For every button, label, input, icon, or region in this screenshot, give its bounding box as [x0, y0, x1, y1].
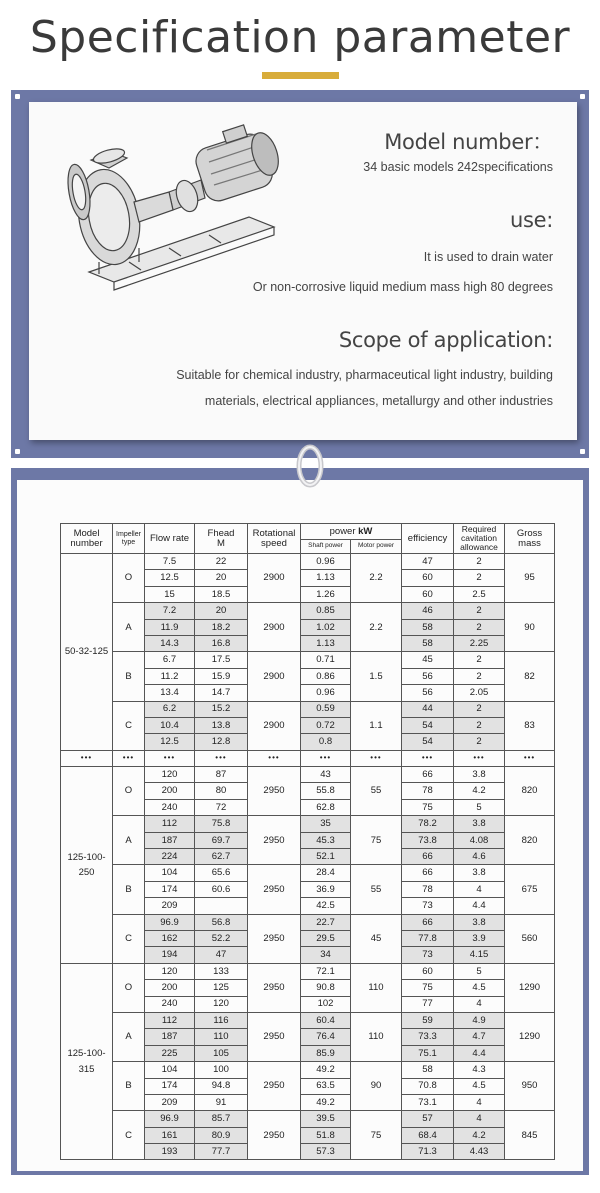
ellipsis-cell: ••• [61, 750, 113, 766]
impeller-cell: O [113, 767, 145, 816]
header-impeller: Impeller type [113, 524, 145, 554]
npsh-cell: 4.4 [454, 898, 505, 914]
flow-cell: 96.9 [145, 1111, 195, 1127]
flow-cell: 187 [145, 1029, 195, 1045]
motor-power-cell: 90 [351, 1062, 402, 1111]
corner-dot [580, 94, 585, 99]
efficiency-cell: 71.3 [402, 1144, 454, 1160]
shaft-power-cell: 28.4 [301, 865, 351, 881]
efficiency-cell: 47 [402, 554, 454, 570]
mass-cell: 83 [505, 701, 555, 750]
flow-cell: 104 [145, 1062, 195, 1078]
header-power-label: power [329, 525, 356, 537]
shaft-power-cell: 29.5 [301, 930, 351, 946]
mass-cell: 95 [505, 554, 555, 603]
motor-power-cell: 2.2 [351, 554, 402, 603]
npsh-cell: 4 [454, 996, 505, 1012]
flow-cell: 161 [145, 1127, 195, 1143]
head-cell: 77.7 [195, 1144, 248, 1160]
speed-cell: 2950 [248, 1062, 301, 1111]
efficiency-cell: 73.3 [402, 1029, 454, 1045]
npsh-cell: 4.7 [454, 1029, 505, 1045]
header-power [301, 524, 402, 540]
shaft-power-cell: 0.86 [301, 668, 351, 684]
flow-cell: 200 [145, 783, 195, 799]
motor-power-cell: 1.5 [351, 652, 402, 701]
head-cell: 13.8 [195, 717, 248, 733]
head-cell: 80.9 [195, 1127, 248, 1143]
header-model: Model number [61, 524, 113, 554]
shaft-power-cell: 62.8 [301, 799, 351, 815]
motor-power-cell: 55 [351, 767, 402, 816]
npsh-cell: 4.15 [454, 947, 505, 963]
efficiency-cell: 68.4 [402, 1127, 454, 1143]
ellipsis-cell: ••• [351, 750, 402, 766]
efficiency-cell: 73 [402, 947, 454, 963]
impeller-cell: C [113, 914, 145, 963]
npsh-cell: 4.5 [454, 980, 505, 996]
npsh-cell: 4.08 [454, 832, 505, 848]
npsh-cell: 2 [454, 619, 505, 635]
flow-cell: 13.4 [145, 685, 195, 701]
npsh-cell: 2 [454, 717, 505, 733]
flow-cell: 209 [145, 1094, 195, 1110]
efficiency-cell: 44 [402, 701, 454, 717]
npsh-cell: 5 [454, 963, 505, 979]
corner-dot [15, 449, 20, 454]
shaft-power-cell: 49.2 [301, 1062, 351, 1078]
model-heading: Model number： [384, 130, 553, 154]
impeller-cell: A [113, 1012, 145, 1061]
efficiency-cell: 54 [402, 717, 454, 733]
shaft-power-cell: 36.9 [301, 881, 351, 897]
flow-cell: 112 [145, 816, 195, 832]
head-cell: 69.7 [195, 832, 248, 848]
shaft-power-cell: 39.5 [301, 1111, 351, 1127]
npsh-cell: 2 [454, 570, 505, 586]
head-cell: 125 [195, 980, 248, 996]
use-line-1: It is used to drain water [423, 250, 553, 264]
ellipsis-cell: ••• [301, 750, 351, 766]
npsh-cell: 4.3 [454, 1062, 505, 1078]
head-cell: 80 [195, 783, 248, 799]
table-row [61, 701, 555, 717]
shaft-power-cell: 63.5 [301, 1078, 351, 1094]
mass-cell: 675 [505, 865, 555, 914]
flow-cell: 112 [145, 1012, 195, 1028]
npsh-cell: 2 [454, 652, 505, 668]
impeller-cell: O [113, 554, 145, 603]
flow-cell: 15 [145, 586, 195, 602]
motor-power-cell: 45 [351, 914, 402, 963]
use-heading: use: [509, 208, 553, 232]
head-cell: 20 [195, 570, 248, 586]
impeller-cell: A [113, 603, 145, 652]
shaft-power-cell: 76.4 [301, 1029, 351, 1045]
efficiency-cell: 58 [402, 1062, 454, 1078]
efficiency-cell: 58 [402, 635, 454, 651]
ellipsis-row [61, 750, 555, 766]
table-card [11, 468, 589, 1175]
flow-cell: 200 [145, 980, 195, 996]
ellipsis-cell: ••• [195, 750, 248, 766]
mass-cell: 90 [505, 603, 555, 652]
shaft-power-cell: 57.3 [301, 1144, 351, 1160]
head-cell: 100 [195, 1062, 248, 1078]
ellipsis-cell: ••• [248, 750, 301, 766]
corner-dot [15, 94, 20, 99]
efficiency-cell: 56 [402, 668, 454, 684]
table-row [61, 652, 555, 668]
npsh-cell: 4.5 [454, 1078, 505, 1094]
table-row [61, 603, 555, 619]
mass-cell: 820 [505, 816, 555, 865]
head-cell: 62.7 [195, 849, 248, 865]
efficiency-cell: 60 [402, 586, 454, 602]
npsh-cell: 2.5 [454, 586, 505, 602]
npsh-cell: 2.25 [454, 635, 505, 651]
model-cell: 50-32-125 [61, 554, 113, 751]
efficiency-cell: 59 [402, 1012, 454, 1028]
head-cell: 60.6 [195, 881, 248, 897]
npsh-cell: 2 [454, 701, 505, 717]
flow-cell: 225 [145, 1045, 195, 1061]
efficiency-cell: 73 [402, 898, 454, 914]
table-row [61, 767, 555, 783]
motor-power-cell: 1.1 [351, 701, 402, 750]
flow-cell: 96.9 [145, 914, 195, 930]
head-cell: 16.8 [195, 635, 248, 651]
npsh-cell: 4 [454, 1111, 505, 1127]
efficiency-cell: 75 [402, 799, 454, 815]
header-head-label: Fhead [207, 527, 235, 539]
impeller-cell: B [113, 1062, 145, 1111]
head-cell: 20 [195, 603, 248, 619]
npsh-cell: 2 [454, 603, 505, 619]
efficiency-cell: 66 [402, 914, 454, 930]
flow-cell: 174 [145, 1078, 195, 1094]
flow-cell: 12.5 [145, 570, 195, 586]
head-cell: 110 [195, 1029, 248, 1045]
head-cell: 12.8 [195, 734, 248, 750]
shaft-power-cell: 1.13 [301, 635, 351, 651]
head-cell [195, 898, 248, 914]
shaft-power-cell: 102 [301, 996, 351, 1012]
shaft-power-cell: 0.72 [301, 717, 351, 733]
info-panel [29, 102, 577, 440]
impeller-cell: A [113, 816, 145, 865]
efficiency-cell: 75.1 [402, 1045, 454, 1061]
ellipsis-cell: ••• [454, 750, 505, 766]
head-cell: 22 [195, 554, 248, 570]
motor-power-cell: 110 [351, 1012, 402, 1061]
flow-cell: 104 [145, 865, 195, 881]
flow-cell: 6.2 [145, 701, 195, 717]
efficiency-cell: 46 [402, 603, 454, 619]
npsh-cell: 4 [454, 881, 505, 897]
scope-line-2: materials, electrical appliances, metallurgy and other industries [204, 394, 553, 408]
npsh-cell: 3.9 [454, 930, 505, 946]
flow-cell: 12.5 [145, 734, 195, 750]
speed-cell: 2950 [248, 816, 301, 865]
efficiency-cell: 78 [402, 881, 454, 897]
head-cell: 72 [195, 799, 248, 815]
flow-cell: 187 [145, 832, 195, 848]
shaft-power-cell: 0.96 [301, 554, 351, 570]
title-underline [262, 72, 339, 79]
flow-cell: 120 [145, 767, 195, 783]
shaft-power-cell: 1.26 [301, 586, 351, 602]
shaft-power-cell: 85.9 [301, 1045, 351, 1061]
header-shaft-power: Shaft power [301, 540, 351, 554]
head-cell: 15.2 [195, 701, 248, 717]
header-npsh: Required cavitation allowance [454, 524, 505, 554]
use-line-2: Or non-corrosive liquid medium mass high 80 degrees [252, 280, 553, 294]
efficiency-cell: 78 [402, 783, 454, 799]
speed-cell: 2950 [248, 1111, 301, 1160]
speed-cell: 2900 [248, 701, 301, 750]
efficiency-cell: 66 [402, 767, 454, 783]
head-cell: 14.7 [195, 685, 248, 701]
shaft-power-cell: 42.5 [301, 898, 351, 914]
efficiency-cell: 78.2 [402, 816, 454, 832]
ellipsis-cell: ••• [402, 750, 454, 766]
efficiency-cell: 45 [402, 652, 454, 668]
mass-cell: 1290 [505, 1012, 555, 1061]
header-mass: Gross mass [505, 524, 555, 554]
pump-illustration [49, 122, 289, 297]
scope-heading: Scope of application: [338, 328, 553, 352]
mass-cell: 820 [505, 767, 555, 816]
shaft-power-cell: 45.3 [301, 832, 351, 848]
table-row [61, 1111, 555, 1127]
header-power-unit: kW [358, 525, 373, 537]
npsh-cell: 2.05 [454, 685, 505, 701]
npsh-cell: 3.8 [454, 767, 505, 783]
ellipsis-cell: ••• [505, 750, 555, 766]
table-row [61, 816, 555, 832]
npsh-cell: 4.43 [454, 1144, 505, 1160]
npsh-cell: 3.8 [454, 865, 505, 881]
header-speed: Rotational speed [248, 524, 301, 554]
flow-cell: 194 [145, 947, 195, 963]
head-cell: 17.5 [195, 652, 248, 668]
shaft-power-cell: 34 [301, 947, 351, 963]
flow-cell: 14.3 [145, 635, 195, 651]
shaft-power-cell: 35 [301, 816, 351, 832]
shaft-power-cell: 0.96 [301, 685, 351, 701]
speed-cell: 2950 [248, 767, 301, 816]
page-title: Specification parameter [29, 12, 571, 63]
spec-table [60, 523, 555, 1160]
head-cell: 47 [195, 947, 248, 963]
model-cell: 125-100- 250 [61, 767, 113, 964]
motor-power-cell: 110 [351, 963, 402, 1012]
head-cell: 75.8 [195, 816, 248, 832]
mass-cell: 560 [505, 914, 555, 963]
npsh-cell: 2 [454, 734, 505, 750]
ellipsis-cell: ••• [145, 750, 195, 766]
npsh-cell: 4.2 [454, 783, 505, 799]
npsh-cell: 3.8 [454, 914, 505, 930]
impeller-cell: C [113, 701, 145, 750]
header-flow: Flow rate [145, 524, 195, 554]
speed-cell: 2950 [248, 963, 301, 1012]
npsh-cell: 3.8 [454, 816, 505, 832]
table-sheet [17, 480, 583, 1171]
head-cell: 133 [195, 963, 248, 979]
head-cell: 105 [195, 1045, 248, 1061]
npsh-cell: 4.2 [454, 1127, 505, 1143]
flow-cell: 6.7 [145, 652, 195, 668]
efficiency-cell: 57 [402, 1111, 454, 1127]
efficiency-cell: 60 [402, 570, 454, 586]
efficiency-cell: 66 [402, 865, 454, 881]
speed-cell: 2900 [248, 603, 301, 652]
shaft-power-cell: 49.2 [301, 1094, 351, 1110]
table-row [61, 914, 555, 930]
head-cell: 94.8 [195, 1078, 248, 1094]
head-cell: 65.6 [195, 865, 248, 881]
head-cell: 52.2 [195, 930, 248, 946]
head-cell: 18.2 [195, 619, 248, 635]
corner-dot [580, 449, 585, 454]
table-row [61, 554, 555, 570]
motor-power-cell: 75 [351, 1111, 402, 1160]
mass-cell: 950 [505, 1062, 555, 1111]
head-cell: 116 [195, 1012, 248, 1028]
shaft-power-cell: 1.13 [301, 570, 351, 586]
flow-cell: 174 [145, 881, 195, 897]
efficiency-cell: 73.8 [402, 832, 454, 848]
flow-cell: 240 [145, 996, 195, 1012]
efficiency-cell: 77.8 [402, 930, 454, 946]
efficiency-cell: 75 [402, 980, 454, 996]
info-card [11, 90, 589, 458]
flow-cell: 10.4 [145, 717, 195, 733]
efficiency-cell: 54 [402, 734, 454, 750]
flow-cell: 162 [145, 930, 195, 946]
flow-cell: 7.5 [145, 554, 195, 570]
motor-power-cell: 55 [351, 865, 402, 914]
mass-cell: 82 [505, 652, 555, 701]
flow-cell: 209 [145, 898, 195, 914]
npsh-cell: 4.4 [454, 1045, 505, 1061]
impeller-cell: B [113, 865, 145, 914]
speed-cell: 2950 [248, 914, 301, 963]
ellipsis-cell: ••• [113, 750, 145, 766]
npsh-cell: 4.9 [454, 1012, 505, 1028]
header-head-unit: M [217, 537, 225, 549]
shaft-power-cell: 51.8 [301, 1127, 351, 1143]
header-head [195, 524, 248, 554]
shaft-power-cell: 0.71 [301, 652, 351, 668]
flow-cell: 7.2 [145, 603, 195, 619]
shaft-power-cell: 55.8 [301, 783, 351, 799]
motor-power-cell: 75 [351, 816, 402, 865]
speed-cell: 2900 [248, 554, 301, 603]
impeller-cell: O [113, 963, 145, 1012]
efficiency-cell: 77 [402, 996, 454, 1012]
npsh-cell: 2 [454, 668, 505, 684]
efficiency-cell: 56 [402, 685, 454, 701]
speed-cell: 2950 [248, 865, 301, 914]
efficiency-cell: 73.1 [402, 1094, 454, 1110]
shaft-power-cell: 43 [301, 767, 351, 783]
speed-cell: 2950 [248, 1012, 301, 1061]
efficiency-cell: 60 [402, 963, 454, 979]
shaft-power-cell: 22.7 [301, 914, 351, 930]
model-cell: 125-100- 315 [61, 963, 113, 1160]
shaft-power-cell: 72.1 [301, 963, 351, 979]
head-cell: 120 [195, 996, 248, 1012]
impeller-cell: C [113, 1111, 145, 1160]
model-text: 34 basic models 242specifications [363, 160, 553, 174]
motor-power-cell: 2.2 [351, 603, 402, 652]
shaft-power-cell: 0.85 [301, 603, 351, 619]
table-row [61, 865, 555, 881]
mass-cell: 845 [505, 1111, 555, 1160]
shaft-power-cell: 1.02 [301, 619, 351, 635]
head-cell: 91 [195, 1094, 248, 1110]
header-efficiency: efficiency [402, 524, 454, 554]
header-motor-power: Motor power [351, 540, 402, 554]
flow-cell: 193 [145, 1144, 195, 1160]
shaft-power-cell: 60.4 [301, 1012, 351, 1028]
head-cell: 87 [195, 767, 248, 783]
flow-cell: 120 [145, 963, 195, 979]
table-row [61, 963, 555, 979]
npsh-cell: 4.6 [454, 849, 505, 865]
flow-cell: 240 [145, 799, 195, 815]
npsh-cell: 5 [454, 799, 505, 815]
binder-ring-icon [293, 442, 327, 490]
efficiency-cell: 66 [402, 849, 454, 865]
efficiency-cell: 70.8 [402, 1078, 454, 1094]
scope-line-1: Suitable for chemical industry, pharmaceutical light industry, building [176, 368, 553, 382]
head-cell: 15.9 [195, 668, 248, 684]
flow-cell: 224 [145, 849, 195, 865]
impeller-cell: B [113, 652, 145, 701]
npsh-cell: 4 [454, 1094, 505, 1110]
head-cell: 56.8 [195, 914, 248, 930]
npsh-cell: 2 [454, 554, 505, 570]
shaft-power-cell: 90.8 [301, 980, 351, 996]
speed-cell: 2900 [248, 652, 301, 701]
flow-cell: 11.2 [145, 668, 195, 684]
flow-cell: 11.9 [145, 619, 195, 635]
shaft-power-cell: 0.8 [301, 734, 351, 750]
head-cell: 18.5 [195, 586, 248, 602]
table-row [61, 1012, 555, 1028]
shaft-power-cell: 0.59 [301, 701, 351, 717]
table-row [61, 1062, 555, 1078]
shaft-power-cell: 52.1 [301, 849, 351, 865]
mass-cell: 1290 [505, 963, 555, 1012]
efficiency-cell: 58 [402, 619, 454, 635]
head-cell: 85.7 [195, 1111, 248, 1127]
